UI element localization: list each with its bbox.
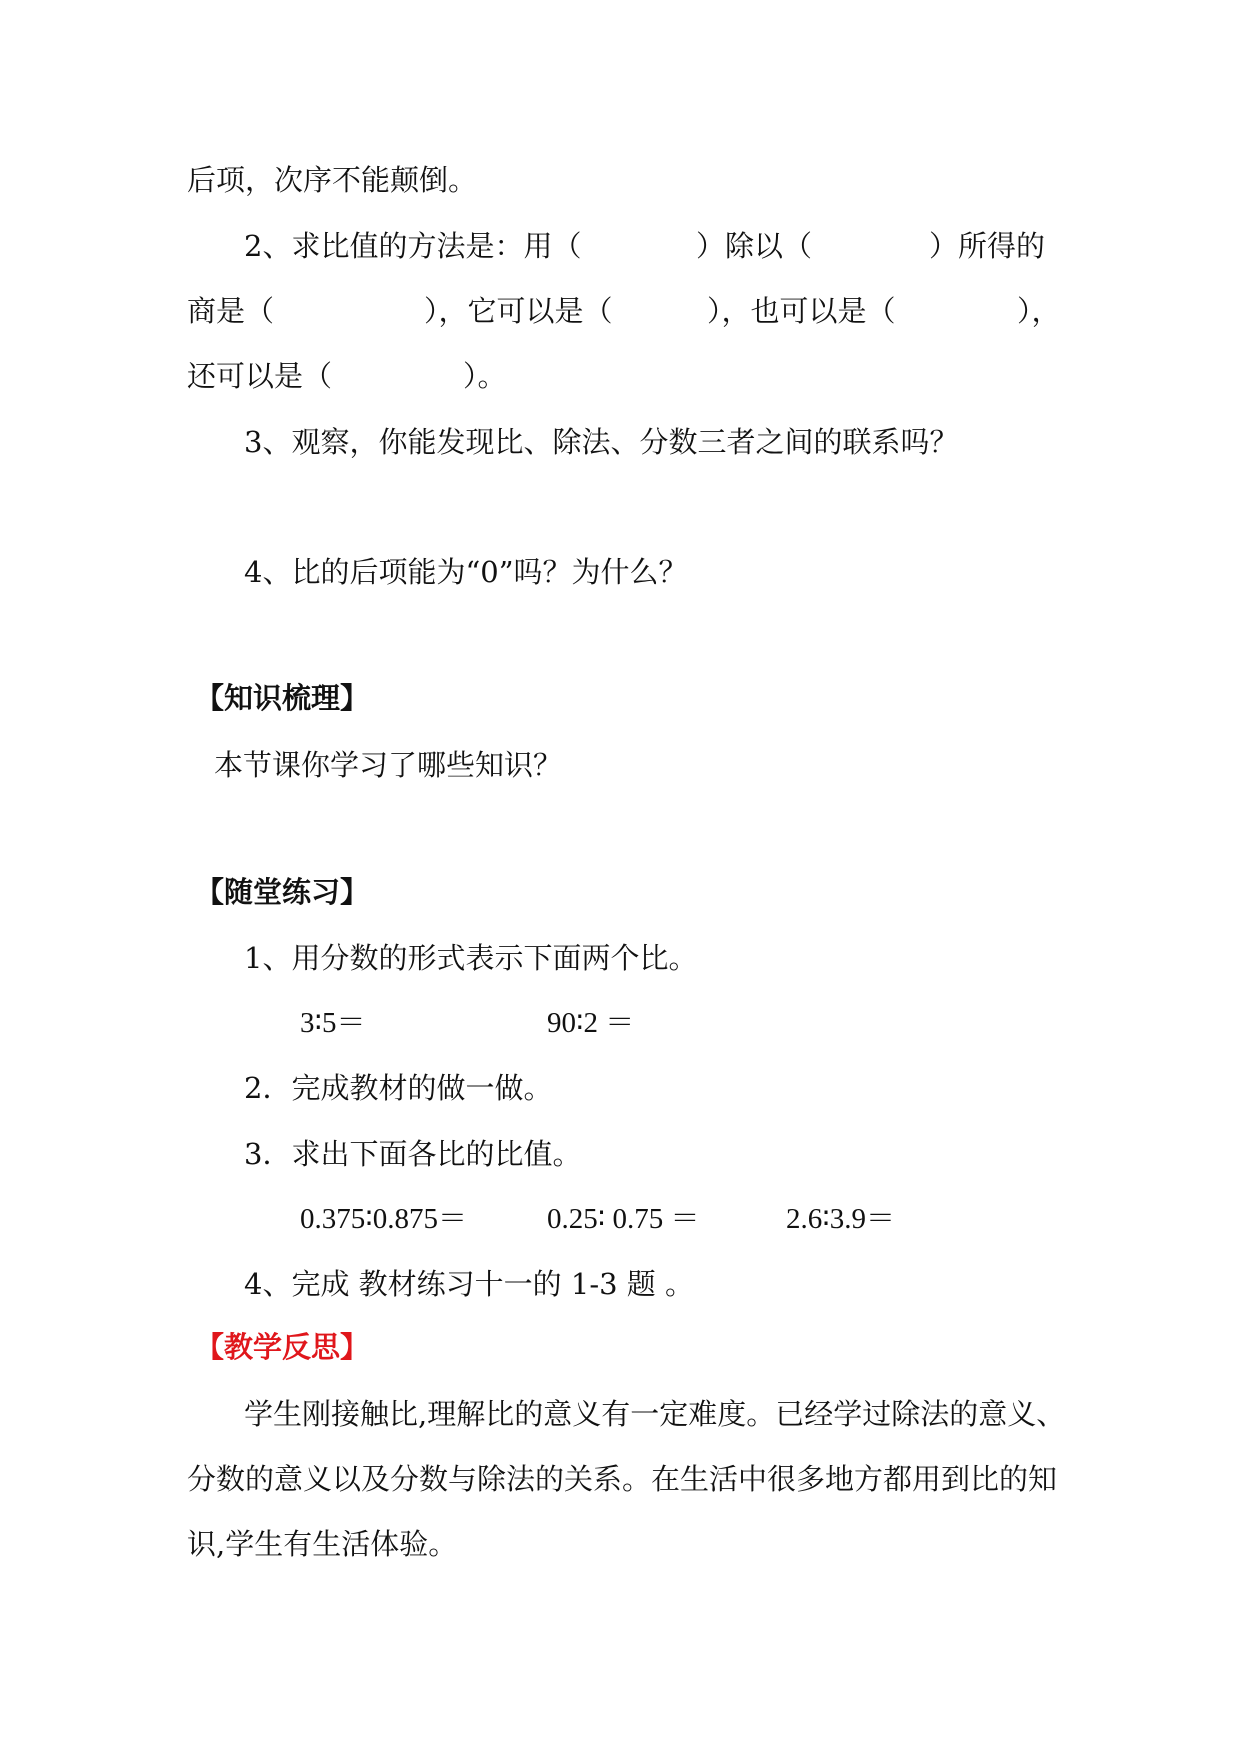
- practice-item-3: 3．求出下面各比的比值。: [244, 1137, 582, 1171]
- ratio-expression: 2.6∶3.9＝: [786, 1203, 896, 1235]
- reflection-line: 识,学生有生活体验。: [187, 1527, 458, 1561]
- ratio-expression: 3∶5＝: [300, 1007, 366, 1039]
- ratio-expression: 0.25∶ 0.75 ＝: [547, 1203, 700, 1235]
- reflection-line: 分数的意义以及分数与除法的关系。在生活中很多地方都用到比的知: [187, 1462, 1058, 1496]
- knowledge-prompt: 本节课你学习了哪些知识？: [214, 748, 563, 782]
- reflection-line: 学生刚接触比,理解比的意义有一定难度。已经学过除法的意义、: [244, 1397, 1066, 1431]
- practice-item-4: 4、完成 教材练习十一的 1-3 题 。: [244, 1267, 695, 1301]
- ratio-expression: 90∶2 ＝: [547, 1007, 635, 1039]
- question-2-part: ），: [1017, 294, 1061, 328]
- question-2-end: ）。: [463, 359, 507, 393]
- question-2-start: 2、求比值的方法是：用（: [244, 229, 582, 263]
- section-heading-reflection: 【教学反思】: [195, 1330, 370, 1364]
- question-2-part: 还可以是（: [187, 359, 333, 393]
- practice-item-1: 1、用分数的形式表示下面两个比。: [244, 941, 698, 975]
- question-2-part: ），也可以是（: [707, 294, 896, 328]
- practice-item-2: 2．完成教材的做一做。: [244, 1071, 553, 1105]
- question-2-part: ）除以（: [696, 229, 813, 263]
- section-heading-practice: 【随堂练习】: [195, 875, 370, 909]
- question-2-part: 商是（: [187, 294, 275, 328]
- question-3: 3、观察，你能发现比、除法、分数三者之间的联系吗？: [244, 425, 959, 459]
- question-2-part: ）所得的: [929, 229, 1046, 263]
- ratio-expression: 0.375∶0.875＝: [300, 1203, 468, 1235]
- question-4: 4、比的后项能为“0”吗？为什么？: [244, 555, 688, 589]
- text-line: 后项，次序不能颠倒。: [187, 163, 478, 197]
- section-heading-knowledge: 【知识梳理】: [195, 681, 370, 715]
- question-2-part: ），它可以是（: [424, 294, 613, 328]
